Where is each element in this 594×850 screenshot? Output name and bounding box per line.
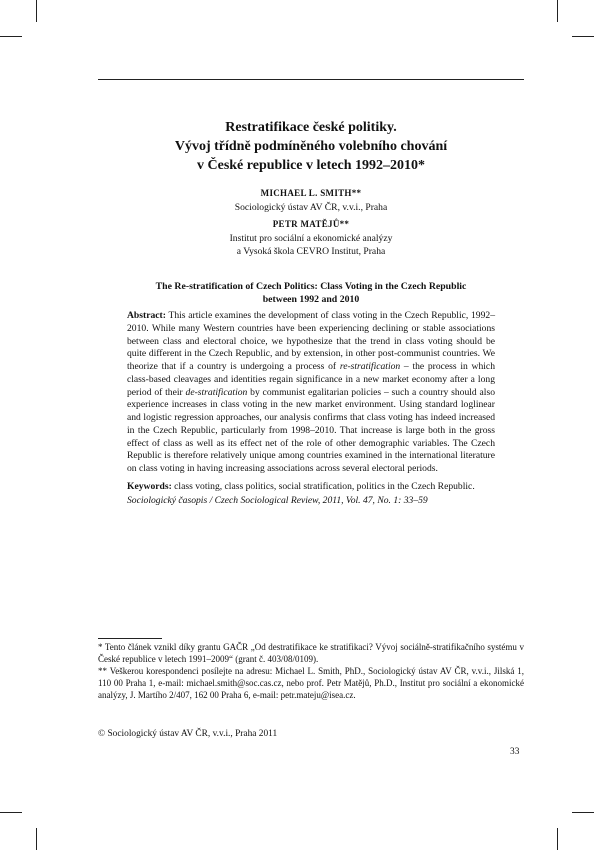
page-number: 33	[510, 747, 520, 757]
keywords	[127, 481, 495, 494]
abstract-emphasis: de-stratification	[185, 386, 248, 398]
english-title-line: The Re-stratification of Czech Politics: Class Voting in the Czech Republic	[155, 281, 467, 292]
author-affiliation: Sociologický ústav AV ČR, v.v.i., Praha	[234, 201, 388, 213]
author-block	[98, 218, 524, 259]
crop-mark-top-right-v	[557, 0, 558, 22]
author-affiliation: a Vysoká škola CEVRO Institut, Praha	[236, 246, 386, 257]
abstract-paragraph	[127, 310, 495, 476]
keywords-label: Keywords:	[127, 480, 172, 492]
author-list	[98, 187, 524, 259]
copyright-notice: © Sociologický ústav AV ČR, v.v.i., Praha 2011	[98, 729, 278, 739]
crop-mark-bottom-right-h	[572, 812, 594, 813]
crop-mark-bottom-right-v	[557, 828, 558, 850]
crop-mark-top-right-h	[572, 36, 594, 37]
footnote-rule	[98, 638, 162, 639]
keywords-text: class voting, class politics, social stratification, politics in the Czech Republic.	[174, 480, 475, 492]
abstract-text: by communist egalitarian policies – such a country should also experience increases in class voting in the new market environment. Using standard loglinear and logistic regression approaches, our analysis confirms that class voting has indeed increased in the Czech Republic, particularly from 1998–2010. That increase is large both in the gross effect of class as well as its effect net of the role of other demographic variables. The Czech Republic is therefore relatively unique among countries examined in the international literature on class voting in having increasing associations across several electoral periods.	[127, 386, 495, 474]
english-title	[98, 280, 524, 306]
title-line: Restratifikace české politiky.	[225, 120, 397, 135]
author-name: MICHAEL L. SMITH**	[260, 188, 362, 198]
header-rule	[98, 79, 524, 80]
footnote: ** Veškerou korespondenci posílejte na adresu: Michael L. Smith, PhD., Sociologický ústav AV ČR, v.v.i., Jilská 1, 110 00 Praha 1, e-mail: michael.smith@soc.cas.cz, nebo prof. Petr Matějů, Ph.D., Institut pro sociální a ekonomické analýzy, J. Martího 2/407, 162 00 Praha 6, e-mail: petr.mateju@isea.cz.	[98, 665, 524, 700]
abstract-text: This article examines the development of class voting in the Czech Republic, 1992– 2010. While many Western countries have been experiencing declining or stable associations between class and electoral choice, we hypothesize that the trend in class voting should be quite different in the Czech Republic, and by extension, in other post-communist countries. We theorize that if a country is undergoing a process of	[127, 310, 495, 372]
abstract-section	[127, 310, 495, 507]
journal-citation: Sociologický časopis / Czech Sociological Review, 2011, Vol. 47, No. 1: 33–59	[127, 494, 428, 506]
crop-mark-top-left-v	[36, 0, 37, 22]
crop-mark-bottom-left-h	[0, 812, 22, 813]
author-affiliation: Institut pro sociální a ekonomické analýzy	[229, 232, 393, 244]
author-name: PETR MATĚJŮ**	[272, 219, 350, 229]
article-title	[98, 118, 524, 175]
abstract-label: Abstract:	[127, 310, 166, 321]
title-line: Vývoj třídně podmíněného volebního chování	[174, 139, 448, 154]
crop-mark-top-left-h	[0, 36, 22, 37]
crop-mark-bottom-left-v	[36, 828, 37, 850]
abstract-emphasis: re-stratification	[339, 361, 401, 372]
footnotes	[98, 642, 524, 702]
english-title-line: between 1992 and 2010	[262, 294, 360, 305]
abstract-text: – the process in which class-based cleavages and identities regain significance in a new market economy after a long period of their	[127, 361, 495, 398]
author-block	[98, 187, 524, 214]
footnote: * Tento článek vznikl díky grantu GAČR „Od destratifikace ke stratifikaci? Vývoj sociálně-stratifikačního systému v České republice v letech 1991–2009“ (grant č. 403/08/0109).	[98, 642, 524, 664]
title-line: v České republice v letech 1992–2010*	[197, 158, 425, 173]
